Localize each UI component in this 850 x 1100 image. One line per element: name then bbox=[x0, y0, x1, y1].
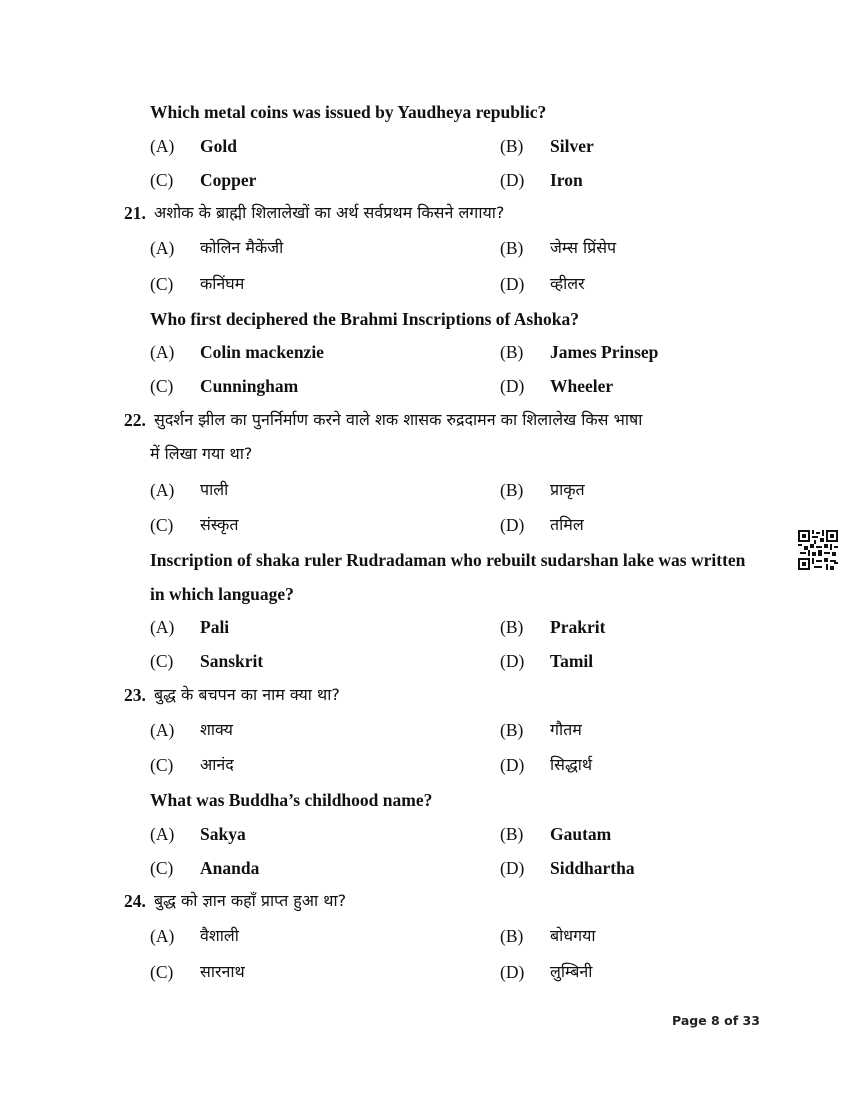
option-c-text: संस्कृत bbox=[200, 515, 239, 534]
option-c-text: Ananda bbox=[200, 858, 260, 878]
qr-code-icon bbox=[798, 530, 838, 570]
option-label: (C) bbox=[150, 651, 174, 671]
footer-prefix: Page bbox=[672, 1013, 707, 1028]
option-d-text: Tamil bbox=[550, 651, 594, 671]
option-label: (C) bbox=[150, 858, 174, 878]
option-label: (C) bbox=[150, 274, 174, 294]
option-label: (A) bbox=[150, 342, 175, 362]
option-label: (D) bbox=[500, 858, 525, 878]
option-label: (D) bbox=[500, 274, 525, 294]
option-d-text: Iron bbox=[550, 170, 583, 190]
option-d-text: व्हीलर bbox=[550, 274, 585, 293]
question-24-hindi: बुद्ध को ज्ञान कहाँ प्राप्त हुआ था? bbox=[154, 891, 347, 910]
option-label: (D) bbox=[500, 376, 525, 396]
option-label: (C) bbox=[150, 962, 174, 982]
option-b-text: जेम्स प्रिंसेप bbox=[550, 238, 617, 257]
option-c-text: Copper bbox=[200, 170, 257, 190]
option-label: (D) bbox=[500, 962, 525, 982]
option-c-text: आनंद bbox=[200, 755, 234, 774]
option-d-text: Wheeler bbox=[550, 376, 614, 396]
footer-current-page: 8 bbox=[711, 1013, 720, 1028]
option-label: (D) bbox=[500, 515, 525, 535]
option-a-text: Sakya bbox=[200, 824, 246, 844]
option-b-text: Gautam bbox=[550, 824, 612, 844]
option-label: (B) bbox=[500, 136, 524, 156]
option-a-text: Gold bbox=[200, 136, 237, 156]
option-label: (C) bbox=[150, 376, 174, 396]
footer-of: of bbox=[724, 1013, 739, 1028]
question-22-hindi-line1: सुदर्शन झील का पुनर्निर्माण करने वाले शक शासक रुद्रदामन का शिलालेख किस भाषा bbox=[154, 410, 643, 429]
question-22-hindi-line2: में लिखा गया था? bbox=[150, 444, 253, 463]
option-a-text: Colin mackenzie bbox=[200, 342, 324, 362]
question-21-hindi: अशोक के ब्राह्मी शिलालेखों का अर्थ सर्वप्रथम किसने लगाया? bbox=[154, 203, 505, 222]
option-a-text: शाक्य bbox=[200, 720, 233, 739]
question-20-english: Which metal coins was issued by Yaudheya republic? bbox=[150, 102, 547, 122]
option-b-text: Silver bbox=[550, 136, 594, 156]
option-label: (C) bbox=[150, 755, 174, 775]
option-b-text: प्राकृत bbox=[550, 480, 585, 499]
question-22-english-line2: in which language? bbox=[150, 584, 294, 604]
option-label: (A) bbox=[150, 824, 175, 844]
option-a-text: वैशाली bbox=[200, 926, 239, 945]
option-b-text: बोधगया bbox=[550, 926, 596, 945]
option-c-text: Cunningham bbox=[200, 376, 299, 396]
option-c-text: सारनाथ bbox=[200, 962, 245, 981]
option-d-text: तमिल bbox=[550, 515, 584, 534]
option-d-text: लुम्बिनी bbox=[550, 962, 593, 981]
option-label: (B) bbox=[500, 342, 524, 362]
option-label: (A) bbox=[150, 617, 175, 637]
option-a-text: कोलिन मैकेंजी bbox=[200, 238, 284, 257]
option-label: (A) bbox=[150, 720, 175, 740]
option-c-text: कनिंघम bbox=[200, 274, 245, 293]
option-label: (C) bbox=[150, 170, 174, 190]
option-label: (D) bbox=[500, 651, 525, 671]
option-label: (B) bbox=[500, 824, 524, 844]
option-d-text: Siddhartha bbox=[550, 858, 635, 878]
option-label: (B) bbox=[500, 480, 524, 500]
question-number: 24. bbox=[124, 891, 146, 911]
question-22-english-line1: Inscription of shaka ruler Rudradaman who rebuilt sudarshan lake was written bbox=[150, 550, 746, 570]
question-23-hindi: बुद्ध के बचपन का नाम क्या था? bbox=[154, 685, 340, 704]
option-a-text: Pali bbox=[200, 617, 230, 637]
page-footer bbox=[672, 1013, 760, 1028]
option-label: (A) bbox=[150, 926, 175, 946]
option-b-text: गौतम bbox=[550, 720, 582, 739]
question-number: 21. bbox=[124, 203, 146, 223]
option-b-text: Prakrit bbox=[550, 617, 606, 637]
option-label: (B) bbox=[500, 238, 524, 258]
option-a-text: पाली bbox=[200, 480, 229, 499]
option-b-text: James Prinsep bbox=[550, 342, 659, 362]
question-21-english: Who first deciphered the Brahmi Inscriptions of Ashoka? bbox=[150, 309, 579, 329]
option-label: (A) bbox=[150, 136, 175, 156]
option-label: (B) bbox=[500, 720, 524, 740]
option-label: (D) bbox=[500, 755, 525, 775]
option-label: (A) bbox=[150, 238, 175, 258]
option-label: (A) bbox=[150, 480, 175, 500]
question-number: 22. bbox=[124, 410, 146, 430]
question-23-english: What was Buddha’s childhood name? bbox=[150, 790, 433, 810]
option-label: (B) bbox=[500, 926, 524, 946]
option-label: (C) bbox=[150, 515, 174, 535]
option-label: (B) bbox=[500, 617, 524, 637]
option-label: (D) bbox=[500, 170, 525, 190]
option-d-text: सिद्धार्थ bbox=[550, 755, 593, 774]
footer-total-pages: 33 bbox=[742, 1013, 760, 1028]
question-number: 23. bbox=[124, 685, 146, 705]
option-row bbox=[150, 136, 174, 157]
option-c-text: Sanskrit bbox=[200, 651, 264, 671]
